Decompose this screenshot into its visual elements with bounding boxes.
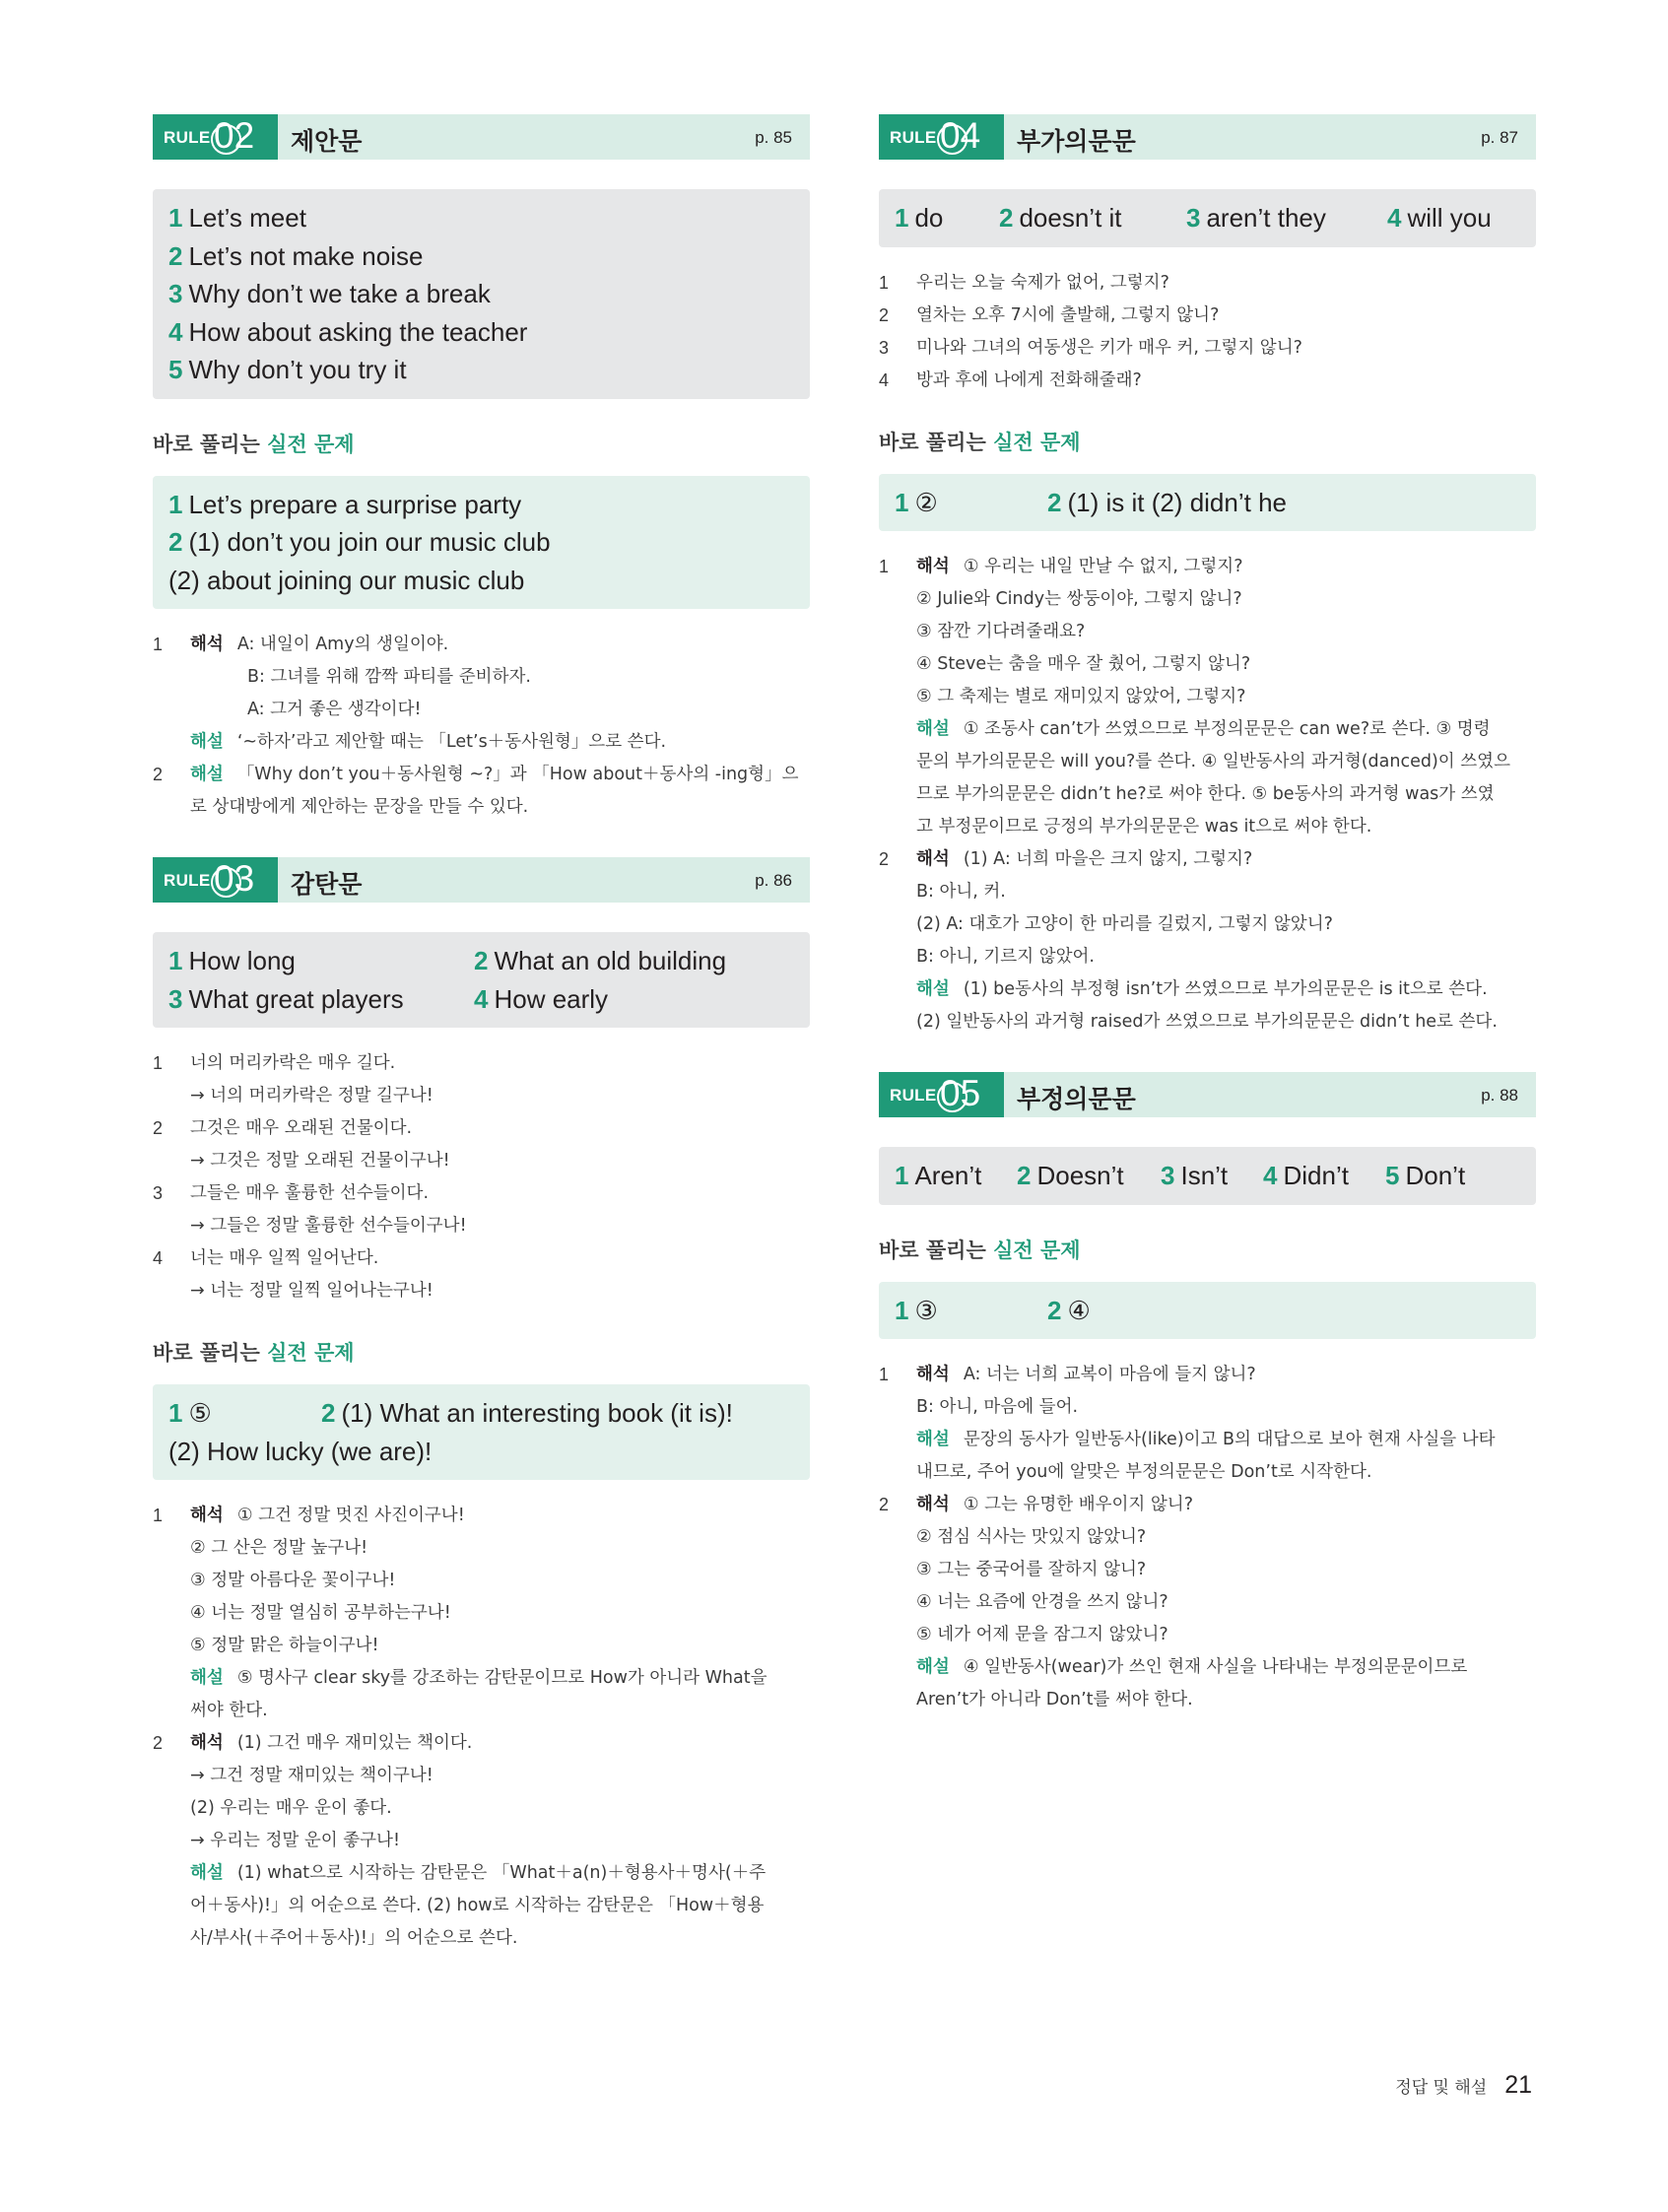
item-number: 1	[879, 557, 890, 576]
item-number: 4	[1387, 203, 1402, 233]
item-number: 2	[474, 946, 489, 975]
answer-item	[321, 1394, 733, 1433]
explanation	[879, 267, 1536, 397]
answer-item	[474, 942, 726, 980]
item-number: 2	[1017, 1161, 1032, 1190]
item-number: 2	[321, 1398, 336, 1428]
answer-row	[895, 1157, 1520, 1195]
answer-text: aren’t they	[1206, 203, 1326, 233]
exp-text: A: 내일이 Amy의 생일이야.	[236, 635, 449, 654]
answer-row	[168, 1394, 794, 1433]
item-number: 2	[879, 849, 890, 869]
answer-text: do	[914, 203, 944, 233]
practice-heading-prefix: 바로 풀리는	[153, 432, 260, 456]
answer-item	[168, 486, 794, 524]
exp-text: ① 그는 유명한 배우이지 않니?	[963, 1495, 1193, 1514]
answer-text: Aren’t	[914, 1161, 982, 1190]
explanation-item	[153, 759, 810, 824]
answer-text: ③	[914, 1295, 938, 1325]
item-number: 2	[153, 1733, 164, 1753]
answer-text: (1) What an interesting book (it is)!	[341, 1398, 733, 1428]
item-number: 1	[168, 946, 183, 975]
exp-line: (2) 일반동사의 과거형 raised가 쓰였으므로 부가의문문은 didn’t he로 쓴다.	[916, 1012, 1498, 1032]
footer-label: 정답 및 해설	[1395, 2078, 1488, 2098]
answer-item	[1387, 199, 1492, 237]
item-number: 1	[168, 1398, 183, 1428]
answer-item	[168, 562, 794, 600]
exp-line: 어＋동사)!」의 어순으로 쓴다. (2) how로 시작하는 감탄문은 「How＋형용	[190, 1896, 765, 1915]
answer-text: ④	[1067, 1295, 1091, 1325]
practice-heading-accent: 실전 문제	[993, 430, 1081, 454]
rule-number: 03	[214, 858, 255, 899]
answer-item	[1385, 1157, 1465, 1195]
practice-answer-box	[153, 476, 810, 610]
item-number: 1	[879, 1365, 890, 1384]
answer-item	[1161, 1157, 1263, 1195]
answer-text: (1) don’t you join our music club	[188, 527, 551, 557]
answer-text: Don’t	[1405, 1161, 1466, 1190]
exp-line: 사/부사(＋주어＋동사)!」의 어순으로 쓴다.	[190, 1928, 518, 1948]
exp-line	[916, 843, 1536, 876]
answer-text: ⑤	[188, 1398, 212, 1428]
exp-line: 열차는 오후 7시에 출발해, 그렇지 않니?	[916, 304, 1220, 325]
practice-heading-prefix: 바로 풀리는	[879, 1238, 986, 1262]
answer-item	[168, 313, 794, 352]
rule-number: 05	[940, 1073, 981, 1113]
explanation-label: 해설	[916, 1657, 950, 1677]
answer-item	[168, 980, 474, 1019]
practice-heading-accent: 실전 문제	[993, 1238, 1081, 1262]
rule-tag	[879, 114, 1004, 160]
exp-line	[190, 726, 810, 759]
exp-line: 내므로, 주어 you에 알맞은 부정의문문은 Don’t로 시작한다.	[916, 1462, 1372, 1482]
item-number: 3	[1186, 203, 1201, 233]
exp-text: ⑤ 명사구 clear sky를 강조하는 감탄문이므로 How가 아니라 What을	[236, 1668, 767, 1688]
answer-text: Why don’t you try it	[188, 355, 407, 384]
exp-line: 미나와 그녀의 여동생은 키가 매우 커, 그렇지 않니?	[916, 337, 1302, 358]
item-number: 3	[168, 983, 183, 1014]
item-number: 1	[168, 203, 183, 233]
answer-row	[168, 942, 794, 980]
exp-line	[190, 629, 810, 661]
exp-line	[190, 1857, 810, 1890]
rule-02-header	[153, 114, 810, 160]
answer-item	[1186, 199, 1387, 237]
exp-line	[190, 1727, 810, 1760]
exp-line	[916, 1359, 1536, 1391]
answer-item	[895, 1292, 1047, 1330]
practice-heading	[879, 427, 1536, 456]
translation-label: 해석	[916, 557, 950, 576]
item-number: 2	[153, 1118, 164, 1138]
answer-item	[1047, 1292, 1091, 1330]
exp-line	[190, 759, 810, 791]
answer-item	[168, 351, 794, 389]
rule-05-header	[879, 1072, 1536, 1117]
exp-line: → 너의 머리카락은 정말 길구나!	[190, 1086, 434, 1106]
exp-text: ④ 일반동사(wear)가 쓰인 현재 사실을 나타내는 부정의문문이므로	[963, 1657, 1468, 1677]
exp-line	[916, 1489, 1536, 1521]
exp-line	[916, 973, 1536, 1006]
practice-answer-box	[879, 1282, 1536, 1340]
exp-text: 「Why don’t you＋동사원형 ~?」과 「How about＋동사의 -ing형」으	[236, 765, 799, 784]
exp-line: ② 그 산은 정말 높구나!	[190, 1538, 368, 1558]
answer-item	[474, 980, 608, 1019]
explanation-label: 해설	[190, 1863, 224, 1883]
answer-box	[153, 932, 810, 1028]
exp-line: ③ 잠깐 기다려줄래요?	[916, 622, 1086, 641]
explanation-item	[879, 1489, 1536, 1716]
item-number: 2	[879, 304, 890, 325]
rule-word: RULE	[890, 128, 937, 147]
explanation-item	[879, 365, 1536, 397]
answer-row	[895, 199, 1520, 237]
explanation	[153, 629, 810, 824]
answer-text: What an old building	[494, 946, 727, 975]
item-number: 2	[879, 1495, 890, 1514]
explanation-item	[879, 551, 1536, 843]
item-number: 4	[879, 369, 890, 390]
exp-line: B: 아니, 마음에 들어.	[916, 1397, 1079, 1417]
answer-text: Let’s not make noise	[188, 240, 424, 271]
answer-box	[879, 1147, 1536, 1205]
practice-answer-box	[153, 1384, 810, 1480]
exp-text: (1) what으로 시작하는 감탄문은 「What＋a(n)＋형용사＋명사(＋주	[236, 1863, 767, 1883]
exp-text: A: 너는 너희 교복이 마음에 들지 않니?	[963, 1365, 1256, 1384]
translation-label: 해석	[190, 635, 224, 654]
translation-label: 해석	[190, 1506, 224, 1525]
item-number: 2	[153, 765, 164, 784]
exp-line: 그들은 매우 훌륭한 선수들이다.	[190, 1183, 430, 1203]
explanation	[153, 1500, 810, 1955]
exp-line	[916, 1424, 1536, 1456]
item-number: 1	[895, 1295, 909, 1325]
answer-text: What great players	[188, 983, 404, 1014]
answer-text: Why don’t we take a break	[188, 279, 491, 308]
answer-text: will you	[1407, 203, 1492, 233]
explanation-item	[153, 1500, 810, 1727]
exp-text: (1) A: 너희 마을은 크지 않지, 그렇지?	[963, 849, 1253, 869]
item-number: 5	[1385, 1161, 1400, 1190]
answer-item	[1047, 484, 1287, 522]
exp-line: A: 그거 좋은 생각이다!	[247, 700, 422, 719]
practice-heading	[153, 1337, 810, 1367]
exp-line: 방과 후에 나에게 전화해줄래?	[916, 369, 1142, 390]
explanation	[879, 551, 1536, 1039]
exp-line	[916, 713, 1536, 746]
answer-box	[153, 189, 810, 399]
answer-text: How early	[494, 983, 609, 1014]
item-number: 2	[168, 527, 183, 557]
answer-text: (1) is it (2) didn’t he	[1067, 487, 1287, 517]
rule-title: 부정의문문	[1017, 1085, 1136, 1113]
rule-number: 02	[214, 115, 255, 156]
exp-text: ① 그건 정말 멋진 사진이구나!	[236, 1506, 465, 1525]
explanation-item	[879, 300, 1536, 332]
answer-item	[168, 942, 474, 980]
exp-text: ‘~하자’라고 제안할 때는 「Let’s＋동사원형」으로 쓴다.	[236, 732, 667, 752]
exp-line: → 그들은 정말 훌륭한 선수들이구나!	[190, 1216, 467, 1236]
answer-item	[895, 484, 1047, 522]
item-number: 5	[168, 355, 183, 384]
explanation-label: 해설	[190, 765, 224, 784]
rule-word: RULE	[890, 1086, 937, 1105]
explanation	[879, 1359, 1536, 1716]
rule-title: 제안문	[291, 127, 363, 156]
exp-line: B: 아니, 커.	[916, 882, 1006, 902]
explanation-item	[879, 843, 1536, 1039]
exp-line: 우리는 오늘 숙제가 없어, 그렇지?	[916, 272, 1169, 293]
exp-line: (2) A: 대호가 고양이 한 마리를 길렀지, 그렇지 않았니?	[916, 914, 1333, 934]
answer-item	[168, 199, 794, 237]
answer-item	[895, 1157, 1017, 1195]
exp-line	[190, 1500, 810, 1532]
answer-row	[168, 980, 794, 1019]
translation-label: 해석	[190, 1733, 224, 1753]
exp-line: → 우리는 정말 운이 좋구나!	[190, 1831, 400, 1850]
answer-text: (2) about joining our music club	[168, 565, 525, 595]
exp-line: ⑤ 네가 어제 문을 잠그지 않았니?	[916, 1625, 1168, 1644]
explanation-label: 해설	[190, 1668, 224, 1688]
item-number: 4	[1263, 1161, 1278, 1190]
exp-line: 그것은 매우 오래된 건물이다.	[190, 1118, 413, 1138]
translation-label: 해석	[916, 849, 950, 869]
exp-line: Aren’t가 아니라 Don’t를 써야 한다.	[916, 1690, 1193, 1709]
exp-text: ① 조동사 can’t가 쓰였으므로 부정의문문은 can we?로 쓴다. ③ 명령	[963, 719, 1491, 739]
explanation-item	[153, 1242, 810, 1307]
exp-line: ④ Steve는 춤을 매우 잘 췄어, 그렇지 않니?	[916, 654, 1251, 674]
answer-item	[168, 1433, 794, 1471]
translation-label: 해석	[916, 1495, 950, 1514]
left-column	[153, 114, 810, 1988]
right-column	[879, 114, 1536, 1750]
practice-answer-box	[879, 474, 1536, 532]
page-reference: p. 88	[1481, 1086, 1518, 1105]
page-reference: p. 87	[1481, 128, 1518, 147]
page-reference: p. 85	[755, 128, 792, 147]
item-number: 1	[153, 1053, 164, 1073]
rule-title: 감탄문	[291, 870, 363, 899]
rule-word: RULE	[164, 128, 211, 147]
page-footer	[1395, 2071, 1532, 2100]
explanation	[153, 1047, 810, 1307]
explanation-item	[153, 1112, 810, 1177]
exp-line: ② Julie와 Cindy는 쌍둥이야, 그렇지 않니?	[916, 589, 1242, 609]
item-number: 2	[1047, 1295, 1062, 1325]
answer-item	[1017, 1157, 1161, 1195]
exp-line: ③ 정말 아름다운 꽃이구나!	[190, 1571, 396, 1590]
explanation-item	[153, 1727, 810, 1955]
rule-04-header	[879, 114, 1536, 160]
answer-item	[168, 1394, 321, 1433]
exp-line: 써야 한다.	[190, 1701, 268, 1720]
answer-item	[999, 199, 1186, 237]
exp-line	[916, 1651, 1536, 1684]
exp-line: ③ 그는 중국어를 잘하지 않니?	[916, 1560, 1147, 1579]
practice-heading-accent: 실전 문제	[267, 1341, 355, 1365]
answer-item	[895, 199, 999, 237]
rule-03-header	[153, 857, 810, 903]
rule-title: 부가의문문	[1017, 127, 1136, 156]
explanation-label: 해설	[916, 979, 950, 999]
item-number: 2	[168, 240, 183, 271]
explanation-label: 해설	[916, 1430, 950, 1449]
rule-tag	[879, 1072, 1004, 1117]
practice-heading	[879, 1235, 1536, 1264]
exp-line: 므로 부가의문문은 didn’t he?로 써야 한다. ⑤ be동사의 과거형 was가 쓰였	[916, 784, 1495, 804]
answer-text: Isn’t	[1180, 1161, 1229, 1190]
exp-line: 너의 머리카락은 매우 길다.	[190, 1053, 396, 1073]
exp-line: ④ 너는 요즘에 안경을 쓰지 않니?	[916, 1592, 1168, 1612]
item-number: 2	[1047, 487, 1062, 517]
rule-word: RULE	[164, 871, 211, 890]
exp-text: 문장의 동사가 일반동사(like)이고 B의 대답으로 보아 현재 사실을 나타	[963, 1430, 1496, 1449]
item-number: 1	[168, 489, 183, 519]
explanation-item	[879, 332, 1536, 365]
exp-line: → 너는 정말 일찍 일어나는구나!	[190, 1281, 434, 1301]
exp-line: ④ 너는 정말 열심히 공부하는구나!	[190, 1603, 451, 1623]
exp-text: ① 우리는 내일 만날 수 없지, 그렇지?	[963, 557, 1243, 576]
exp-line: 로 상대방에게 제안하는 문장을 만들 수 있다.	[190, 797, 529, 817]
item-number: 1	[153, 1506, 164, 1525]
item-number: 3	[168, 279, 183, 308]
answer-item	[168, 275, 794, 313]
exp-line: 문의 부가의문문은 will you?를 쓴다. ④ 일반동사의 과거형(danced)이 쓰였으	[916, 752, 1510, 771]
answer-text: (2) How lucky (we are)!	[168, 1436, 433, 1466]
practice-heading-prefix: 바로 풀리는	[879, 430, 986, 454]
rule-tag	[153, 857, 278, 903]
answer-row	[895, 1292, 1520, 1330]
item-number: 2	[999, 203, 1014, 233]
explanation-item	[879, 267, 1536, 300]
exp-line: 너는 매우 일찍 일어난다.	[190, 1248, 379, 1268]
item-number: 1	[895, 487, 909, 517]
translation-label: 해석	[916, 1365, 950, 1384]
page-reference: p. 86	[755, 871, 792, 890]
explanation-label: 해설	[916, 719, 950, 739]
rule-number: 04	[940, 115, 981, 156]
rule-02-section	[153, 114, 810, 824]
rule-03-section	[153, 857, 810, 1955]
exp-line: B: 그녀를 위해 깜짝 파티를 준비하자.	[247, 667, 531, 687]
answer-text: Didn’t	[1283, 1161, 1349, 1190]
item-number: 4	[168, 316, 183, 347]
item-number: 1	[153, 635, 164, 654]
answer-text: Doesn’t	[1036, 1161, 1124, 1190]
explanation-item	[153, 629, 810, 759]
exp-line	[916, 551, 1536, 583]
answer-item	[1263, 1157, 1385, 1195]
answer-row	[895, 484, 1520, 522]
item-number: 3	[1161, 1161, 1175, 1190]
page-number: 21	[1504, 2071, 1532, 2099]
exp-line: ② 점심 식사는 맛있지 않았니?	[916, 1527, 1147, 1547]
answer-text: doesn’t it	[1019, 203, 1122, 233]
answer-item	[168, 523, 794, 562]
explanation-item	[153, 1047, 810, 1112]
item-number: 4	[474, 983, 489, 1014]
exp-line: ⑤ 그 축제는 별로 재미있지 않았어, 그렇지?	[916, 687, 1246, 706]
practice-heading-accent: 실전 문제	[267, 432, 355, 456]
answer-text: Let’s prepare a surprise party	[188, 489, 522, 519]
answer-item	[168, 237, 794, 276]
explanation-item	[153, 1177, 810, 1242]
answer-text: How long	[188, 946, 296, 975]
exp-line: ⑤ 정말 맑은 하늘이구나!	[190, 1636, 379, 1655]
item-number: 1	[895, 1161, 909, 1190]
practice-heading	[153, 429, 810, 458]
rule-tag	[153, 114, 278, 160]
answer-text: Let’s meet	[188, 203, 306, 233]
item-number: 1	[879, 272, 890, 293]
rule-05-section	[879, 1072, 1536, 1716]
exp-line: B: 아니, 기르지 않았어.	[916, 947, 1095, 967]
exp-line: (2) 우리는 매우 운이 좋다.	[190, 1798, 392, 1818]
explanation-label: 해설	[190, 732, 224, 752]
rule-04-section	[879, 114, 1536, 1039]
item-number: 4	[153, 1248, 164, 1268]
exp-text: (1) be동사의 부정형 isn’t가 쓰였으므로 부가의문문은 is it으로 쓴다.	[963, 979, 1488, 999]
exp-line: → 그건 정말 재미있는 책이구나!	[190, 1766, 434, 1785]
item-number: 3	[153, 1183, 164, 1203]
answer-text: How about asking the teacher	[188, 316, 528, 347]
item-number: 3	[879, 337, 890, 358]
answer-text: ②	[914, 487, 938, 517]
item-number: 1	[895, 203, 909, 233]
answer-box	[879, 189, 1536, 247]
exp-text: (1) 그건 매우 재미있는 책이다.	[236, 1733, 473, 1753]
exp-line: → 그것은 정말 오래된 건물이구나!	[190, 1151, 450, 1171]
exp-line	[190, 1662, 810, 1695]
practice-heading-prefix: 바로 풀리는	[153, 1341, 260, 1365]
exp-line: 고 부정문이므로 긍정의 부가의문문은 was it으로 써야 한다.	[916, 817, 1372, 837]
explanation-item	[879, 1359, 1536, 1489]
